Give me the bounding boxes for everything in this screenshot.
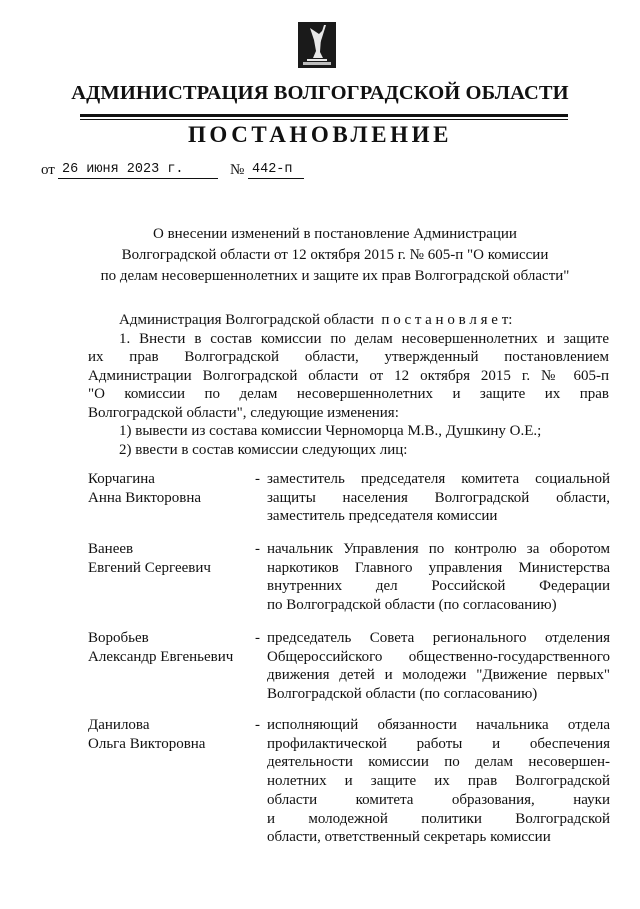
date-underline [58,178,218,179]
member-dash: - [255,471,260,487]
member-surname: Воробьев [88,630,149,646]
member-dash: - [255,717,260,733]
role-line: и молодежной политики Волгоградской [267,810,610,827]
document-date: 26 июня 2023 г. [62,162,184,177]
subitem-2: 2) ввести в состав комиссии следующих лиц: [119,441,408,458]
header-rule-thick [80,114,568,117]
role-line: профилактической работы и обеспечения [267,735,610,752]
member-surname: Ванеев [88,541,134,557]
item1-line: "О комиссии по делам несовершеннолетних и защите их прав [88,386,609,402]
role-line: наркотиков Главного управления Министерства [267,559,610,576]
role-line: председатель Совета регионального отделения [267,630,610,646]
number-underline [248,178,304,179]
volgograd-coat-of-arms-icon [298,22,336,68]
role-line: исполняющий обязанности начальника отдела [267,717,610,733]
date-prefix: от [41,162,55,178]
organization-name: АДМИНИСТРАЦИЯ ВОЛГОГРАДСКОЙ ОБЛАСТИ [71,82,569,104]
item1-line: Волгоградской области", следующие изменения: [88,404,399,421]
member-given-names: Евгений Сергеевич [88,559,211,576]
member-role [267,629,610,704]
role-line: заместитель председателя комитета социальной [267,471,610,487]
member-dash: - [255,630,260,646]
title-line: О внесении изменений в постановление Администрации [153,226,517,242]
member-role [267,716,610,847]
member-name [88,629,248,666]
member-role [267,540,610,615]
member-name [88,470,248,507]
title-line: по делам несовершеннолетних и защите их прав Волгоградской области" [100,268,570,284]
role-line: области, ответственный секретарь комиссии [267,829,551,846]
member-dash: - [255,541,260,557]
member-given-names: Ольга Викторовна [88,735,206,752]
role-line: внутренних дел Российской Федерации [267,578,610,595]
role-line: Волгоградской области (по согласованию) [267,686,538,703]
document-body [88,311,609,459]
item1-line: 1. Внести в состав комиссии по делам несовершеннолетних и защите [119,330,609,347]
role-line: деятельности комиссии по делам несовершен- [267,754,610,771]
role-line: заместитель председателя комиссии [267,508,498,525]
subitem-1: 1) вывести из состава комиссии Черноморца М.В., Душкину О.Е.; [119,423,542,439]
role-line: движения детей и молодежи "Движение первых" [267,667,610,684]
document-number: 442-п [252,162,293,177]
item1-line: Администрации Волгоградской области от 12 октября 2015 г. № 605-п [88,367,609,384]
header-rule-thin [80,119,568,120]
member-surname: Данилова [88,717,150,733]
item1-line: их прав Волгоградской области, утвержденный постановлением [88,349,609,365]
preamble: Администрация Волгоградской области п о с т а н о в л я е т: [119,312,513,328]
member-name [88,716,248,753]
member-surname: Корчагина [88,471,155,487]
number-prefix: № [230,162,245,178]
member-name [88,540,248,577]
role-line: по Волгоградской области (по согласованию) [267,597,557,614]
document-title [60,224,610,287]
member-given-names: Анна Викторовна [88,489,202,506]
title-line: Волгоградской области от 12 октября 2015 г. № 605-п "О комиссии [121,247,549,263]
role-line: начальник Управления по контролю за оборотом [267,541,610,557]
role-line: Общероссийского общественно-государственного [267,648,610,665]
member-role [267,470,610,526]
document-type: ПОСТАНОВЛЕНИЕ [187,122,453,147]
member-given-names: Александр Евгеньевич [88,648,234,665]
role-line: нолетних и защите их прав Волгоградской [267,773,610,790]
role-line: области комитета образования, науки [267,791,610,808]
role-line: защиты населения Волгоградской области, [267,489,610,506]
